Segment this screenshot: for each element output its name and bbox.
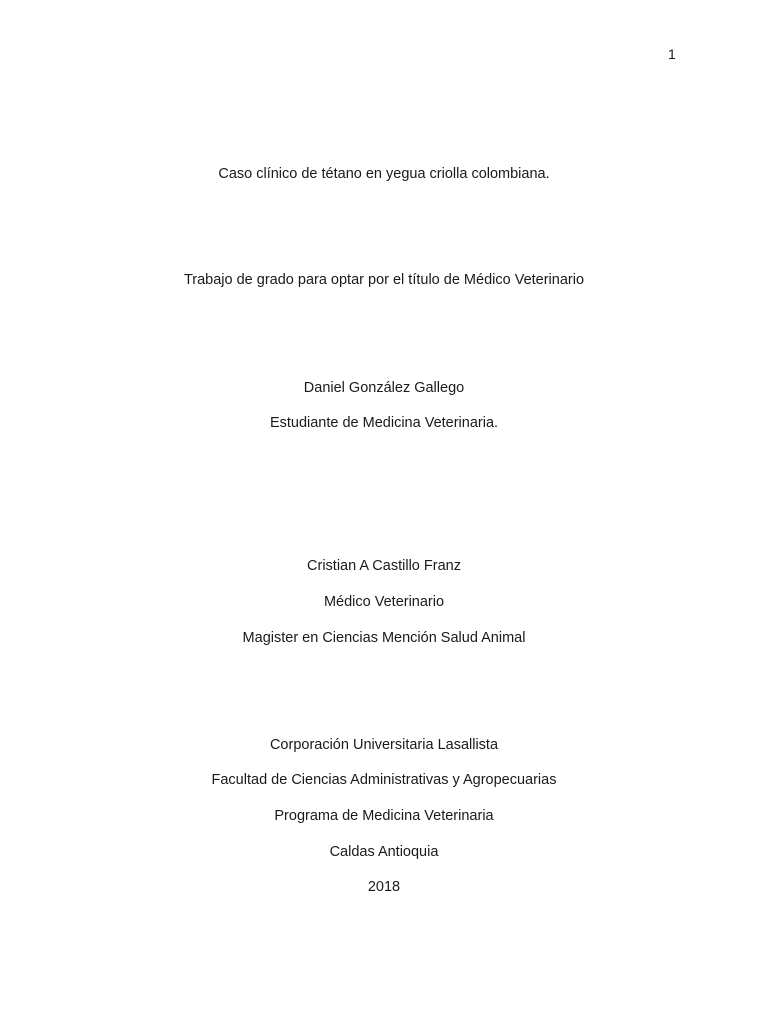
degree-purpose: Trabajo de grado para optar por el título de Médico Veterinario: [183, 272, 585, 288]
institution-name: Corporación Universitaria Lasallista: [269, 737, 499, 753]
program-name: Programa de Medicina Veterinaria: [274, 808, 494, 824]
faculty-name: Facultad de Ciencias Administrativas y Agropecuarias: [211, 772, 557, 788]
advisor-title: Médico Veterinario: [323, 594, 445, 610]
document-title: Caso clínico de tétano en yegua criolla colombiana.: [218, 166, 550, 182]
location: Caldas Antioquia: [329, 844, 439, 860]
page-number: 1: [668, 46, 676, 62]
year: 2018: [367, 879, 401, 895]
author-role: Estudiante de Medicina Veterinaria.: [269, 415, 499, 431]
advisor-name: Cristian A Castillo Franz: [307, 558, 461, 574]
advisor-degree: Magister en Ciencias Mención Salud Animal: [242, 630, 526, 646]
author-name: Daniel González Gallego: [303, 380, 465, 396]
